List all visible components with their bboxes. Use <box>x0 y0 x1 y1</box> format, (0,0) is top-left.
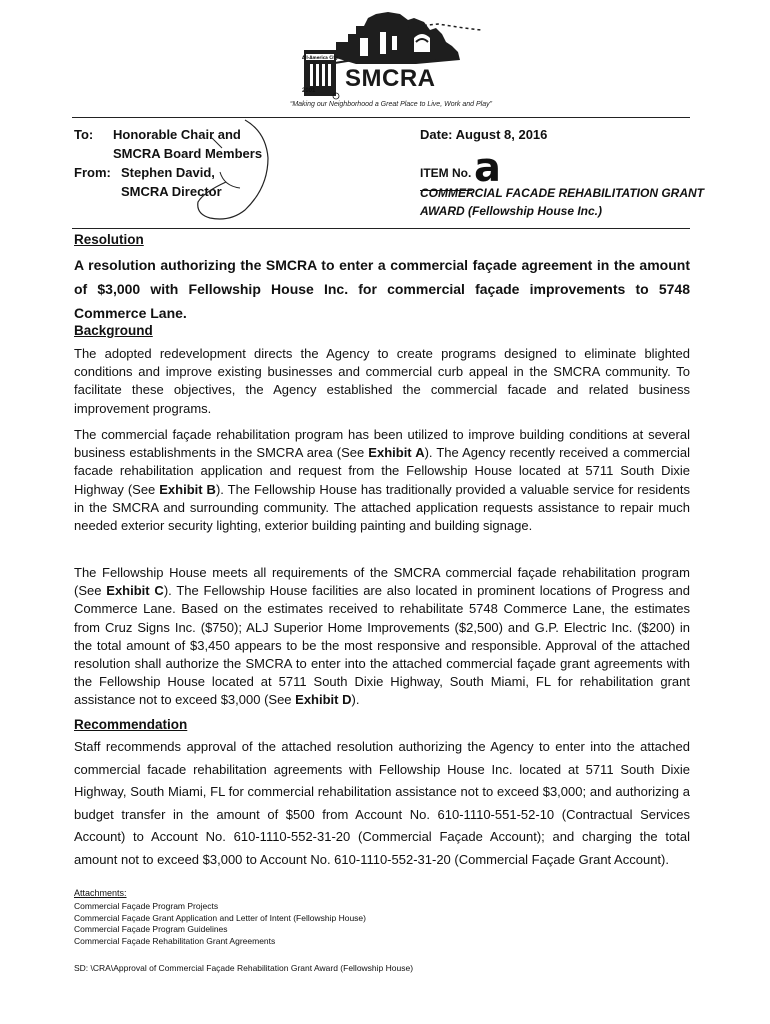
attachment-item: Commercial Façade Program Projects <box>74 901 219 911</box>
from-label: From: <box>74 165 111 180</box>
logo-tagline: “Making our Neighborhood a Great Place to Live, Work and Play” <box>290 101 492 108</box>
signature <box>150 118 280 223</box>
attachment-item: Commercial Façade Rehabilitation Grant Agreements <box>74 935 276 946</box>
exhibit-a-ref: Exhibit A <box>368 445 425 461</box>
svg-text:All-America City: All-America City <box>301 55 339 60</box>
logo-name: SMCRA <box>345 65 436 92</box>
file-path-footer: SD: \CRA\Approval of Commercial Façade Rehabilitation Grant Award (Fellowship House) <box>74 963 414 973</box>
attachment-item: Commercial Façade Grant Application and Letter of Intent (Fellowship House) <box>74 912 366 923</box>
item-description: COMMERCIAL FACADE REHABILITATION GRANT AWARD (Fellowship House Inc.) <box>420 186 704 218</box>
attachments-heading: Attachments: <box>74 888 127 898</box>
recommendation-heading: Recommendation <box>74 717 188 732</box>
exhibit-b-ref: Exhibit B <box>159 481 216 497</box>
to-line-2: SMCRA Board Members <box>113 146 263 161</box>
attachment-item: Commercial Façade Program Guidelines <box>74 924 228 934</box>
from-line-1: Stephen David, <box>121 165 215 180</box>
exhibit-d-ref: Exhibit D <box>295 692 352 708</box>
recommendation-text: Staff recommends approval of the attached resolution authorizing the Agency to enter into the attached commercial facade rehabilitation agreements with Fellowship House Inc. located at 5711 South Dixie Highway, South Miami, FL for commercial rehabilitation assistance not to exceed $3,000; and authorizing a budget transfer in the amount of $500 from Account No. 610-1110-551-52-10 (Contractual Services Account) to Account No. 610-1110-552-31-20 (Commercial Façade Account); and charging the total amount not to exceed $3,000 to Account No. 610-1110-552-31-20 (Commercial Façade Grant Account). <box>74 739 690 867</box>
resolution-heading: Resolution <box>74 232 144 247</box>
item-number: a <box>474 145 501 191</box>
from-line-2: SMCRA Director <box>121 184 222 199</box>
to-label: To: <box>74 127 94 142</box>
smcra-logo <box>296 8 496 114</box>
background-paragraph-1: The adopted redevelopment directs the Agency to create programs designed to eliminate blighted conditions and improve existing businesses and commercial curb appeal in the SMCRA community. To facilitate these objectives, the Agency established the commercial facade and related business improvement programs. <box>74 346 690 416</box>
exhibit-c-ref: Exhibit C <box>106 583 164 599</box>
background-paragraph-3: The Fellowship House meets all requirements of the SMCRA commercial façade rehabilitation program (See Exhibit C). The Fellowship House facilities are also located in prominent locations of Progress and Commerce Lane. Based on the estimates received to rehabilitate 5748 Commerce Lane, the estimates from Cruz Signs Inc. ($750); ALJ Superior Home Improvements ($2,500) and G.P. Electric Inc. ($200) in the total amount of $3,450 appears to be the most responsive and responsible. Approval of the attached resolution shall authorize the SMCRA to enter into the attached commercial façade grant agreements with the Fellowship House located at 5711 South Dixie Highway, South Miami, FL for rehabilitation grant assistance not to exceed $3,000 (See Exhibit D). <box>74 565 691 708</box>
logo-year: 2001 <box>302 88 316 94</box>
item-label: ITEM No. <box>420 166 472 180</box>
header-rule-bottom <box>72 228 690 229</box>
attachments-list <box>74 901 366 947</box>
background-heading: Background <box>74 323 153 338</box>
background-paragraph-2: The commercial façade rehabilitation program has been utilized to improve building conditions at several business establishments in the SMCRA area (See Exhibit A). The Agency recently received a commercial facade rehabilitation application and request from the Fellowship House located at 5711 South Dixie Highway (See Exhibit B). The Fellowship House has traditionally provided a valuable service for residents in the SMCRA and surrounding community. The attached application requests assistance to repair much needed exterior security lighting, exterior building painting and building signage. <box>74 427 691 534</box>
to-line-1: Honorable Chair and <box>113 127 241 142</box>
memo-date: Date: August 8, 2016 <box>420 127 548 142</box>
resolution-text: A resolution authorizing the SMCRA to enter a commercial façade agreement in the amount of $3,000 with Fellowship House Inc. for commercial façade improvements to 5748 Commerce Lane. <box>74 257 690 321</box>
